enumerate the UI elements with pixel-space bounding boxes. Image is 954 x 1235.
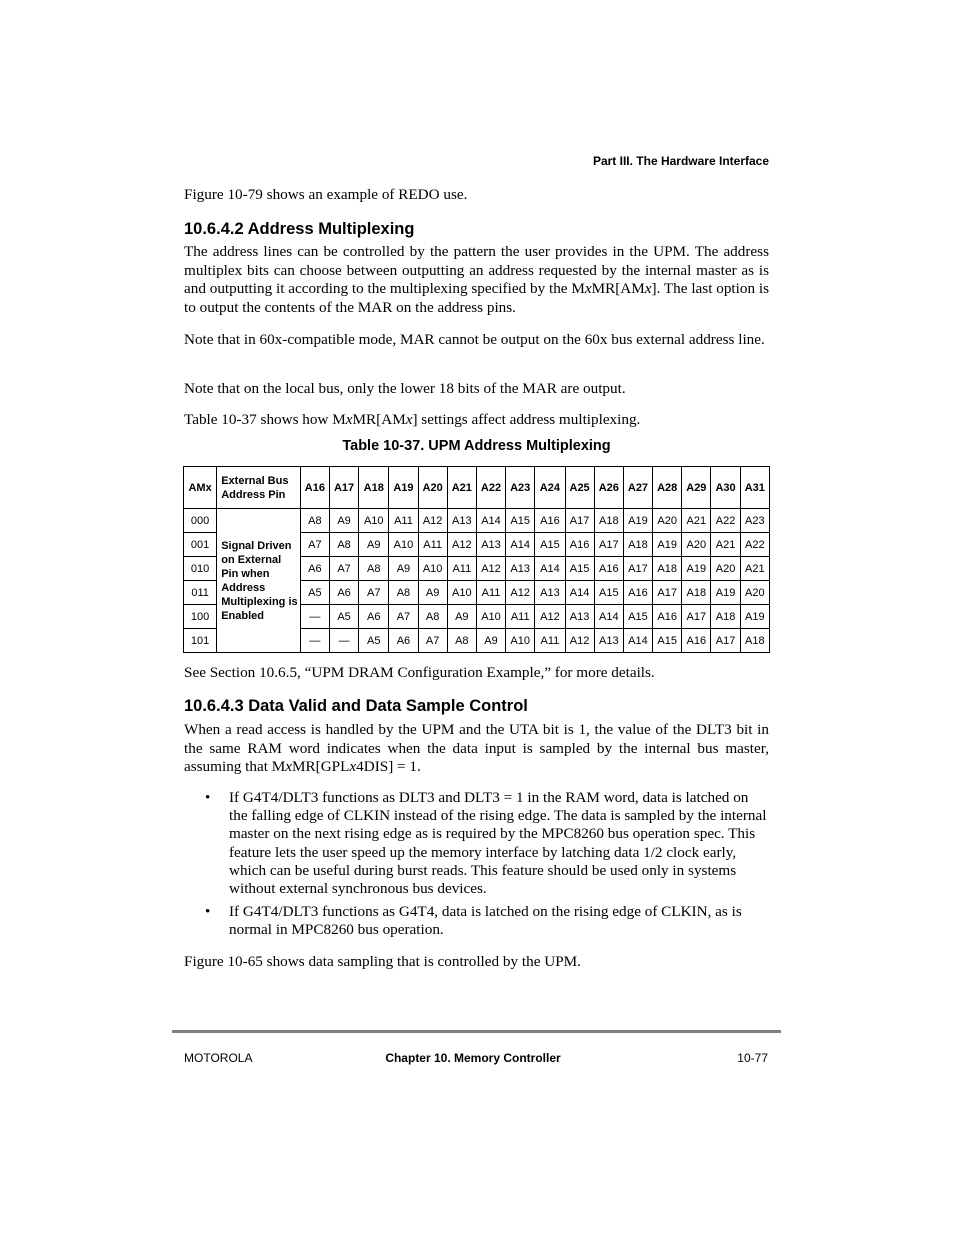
table-cell: A21: [682, 509, 711, 533]
column-header-a26: A26: [594, 467, 623, 509]
table-cell: A17: [623, 557, 652, 581]
column-header-amx: AMx: [184, 467, 217, 509]
table-cell: A15: [653, 629, 682, 653]
section-heading-data-valid: 10.6.4.3 Data Valid and Data Sample Control: [184, 697, 528, 715]
table-cell: A6: [389, 629, 418, 653]
table-cell: A7: [389, 605, 418, 629]
column-header-a25: A25: [565, 467, 594, 509]
footer-rule: [172, 1030, 781, 1033]
footer-page-number: 10-77: [737, 1051, 768, 1065]
table-cell: A14: [535, 557, 565, 581]
table-cell: A10: [418, 557, 447, 581]
table-cell: A15: [535, 533, 565, 557]
table-cell: A21: [740, 557, 769, 581]
table-cell: A8: [389, 581, 418, 605]
table-cell: —: [300, 629, 329, 653]
table-cell: A7: [300, 533, 329, 557]
table-cell: A8: [447, 629, 476, 653]
column-header-a18: A18: [359, 467, 389, 509]
table-cell: A12: [418, 509, 447, 533]
table-cell: A14: [594, 605, 623, 629]
table-cell: A16: [594, 557, 623, 581]
table-cell: A14: [476, 509, 505, 533]
running-header: Part III. The Hardware Interface: [592, 154, 769, 168]
table-cell: A19: [623, 509, 652, 533]
table-cell: A15: [594, 581, 623, 605]
amx-cell: 010: [184, 557, 217, 581]
table-cell: A7: [359, 581, 389, 605]
see-section-note: See Section 10.6.5, “UPM DRAM Configuration Example,” for more details.: [184, 664, 655, 681]
amx-cell: 011: [184, 581, 217, 605]
table-cell: A13: [565, 605, 594, 629]
table-cell: A18: [623, 533, 652, 557]
footer-chapter: Chapter 10. Memory Controller: [385, 1051, 561, 1065]
table-cell: A14: [565, 581, 594, 605]
table-cell: A12: [565, 629, 594, 653]
table-cell: A19: [653, 533, 682, 557]
table-cell: A7: [418, 629, 447, 653]
table-cell: A10: [447, 581, 476, 605]
table-cell: A23: [740, 509, 769, 533]
table-cell: A9: [476, 629, 505, 653]
table-cell: A6: [359, 605, 389, 629]
paragraph-local-bus-note: Note that on the local bus, only the lower 18 bits of the MAR are output.: [184, 380, 626, 397]
column-header-a21: A21: [447, 467, 476, 509]
table-cell: A15: [565, 557, 594, 581]
table-cell: A16: [535, 509, 565, 533]
table-cell: A10: [389, 533, 418, 557]
table-cell: A5: [329, 605, 358, 629]
table-cell: A9: [359, 533, 389, 557]
table-cell: A18: [594, 509, 623, 533]
table-cell: A9: [329, 509, 358, 533]
amx-cell: 101: [184, 629, 217, 653]
table-cell: A16: [682, 629, 711, 653]
intro-line: Figure 10-79 shows an example of REDO use.: [184, 186, 468, 203]
footer-company: MOTOROLA: [184, 1051, 253, 1065]
table-cell: A18: [740, 629, 769, 653]
table-cell: —: [300, 605, 329, 629]
table-cell: A9: [418, 581, 447, 605]
table-cell: A14: [506, 533, 535, 557]
table-cell: A10: [359, 509, 389, 533]
table-cell: A11: [506, 605, 535, 629]
table-cell: A5: [300, 581, 329, 605]
table-cell: A11: [389, 509, 418, 533]
table-cell: A12: [476, 557, 505, 581]
table-cell: A17: [682, 605, 711, 629]
column-header-a20: A20: [418, 467, 447, 509]
table-cell: A8: [300, 509, 329, 533]
table-cell: A16: [565, 533, 594, 557]
bullet-item-dlt3: • If G4T4/DLT3 functions as DLT3 and DLT3 = 1 in the RAM word, data is latched on the falling edge of CLKIN instead of the rising edge. The data is sampled by the internal master on the next rising edge as is required by the MPC8260 bus operation spec. This feature lets the user speed up the memory interface by latching data 1/2 clock early, which can be useful during burst reads. This feature should be used only in systems without external synchronous bus devices.: [205, 789, 767, 898]
column-header-a27: A27: [623, 467, 652, 509]
column-header-a22: A22: [476, 467, 505, 509]
table-cell: —: [329, 629, 358, 653]
table-cell: A18: [653, 557, 682, 581]
column-header-a29: A29: [682, 467, 711, 509]
table-cell: A12: [506, 581, 535, 605]
upm-address-multiplexing-table: [183, 466, 770, 653]
table-cell: A20: [711, 557, 740, 581]
table-cell: A20: [653, 509, 682, 533]
table-cell: A22: [740, 533, 769, 557]
table-cell: A18: [711, 605, 740, 629]
table-header-row: [184, 467, 770, 509]
table-cell: A14: [623, 629, 652, 653]
table-cell: A15: [623, 605, 652, 629]
table-cell: A15: [506, 509, 535, 533]
section-heading-address-multiplexing: 10.6.4.2 Address Multiplexing: [184, 220, 415, 238]
column-header-pin: External Bus Address Pin: [217, 467, 301, 509]
column-header-a24: A24: [535, 467, 565, 509]
paragraph-data-valid: When a read access is handled by the UPM and the UTA bit is 1, the value of the DLT3 bit in the same RAM word indicates when the data input is sampled by the internal bus master, assuming that MxMR[GPLx4DIS] = 1.: [184, 721, 769, 776]
table-cell: A18: [682, 581, 711, 605]
table-cell: A10: [506, 629, 535, 653]
amx-cell: 100: [184, 605, 217, 629]
table-cell: A22: [711, 509, 740, 533]
table-cell: A11: [535, 629, 565, 653]
table-cell: A20: [740, 581, 769, 605]
table-cell: A19: [711, 581, 740, 605]
table-cell: A11: [476, 581, 505, 605]
table-cell: A12: [447, 533, 476, 557]
table-cell: A13: [506, 557, 535, 581]
column-header-a16: A16: [300, 467, 329, 509]
paragraph-address-lines: The address lines can be controlled by the pattern the user provides in the UPM. The address multiplex bits can choose between outputting an address requested by the internal master as is and outputting it according to the multiplexing specified by the MxMR[AMx]. The last option is to output the contents of the MAR on the address pins.: [184, 243, 769, 316]
table-caption: Table 10-37. UPM Address Multiplexing: [342, 438, 611, 454]
table-cell: A6: [300, 557, 329, 581]
bullet-item-g4t4: • If G4T4/DLT3 functions as G4T4, data is latched on the rising edge of CLKIN, as is normal in MPC8260 bus operation.: [205, 903, 742, 939]
table-cell: A12: [535, 605, 565, 629]
paragraph-table-intro: Table 10-37 shows how MxMR[AMx] settings affect address multiplexing.: [184, 411, 641, 428]
table-cell: A16: [623, 581, 652, 605]
table-cell: A13: [447, 509, 476, 533]
table-cell: A20: [682, 533, 711, 557]
table-cell: A13: [535, 581, 565, 605]
bullet-list: [184, 789, 769, 945]
paragraph-60x-note: Note that in 60x-compatible mode, MAR cannot be output on the 60x bus external address line.: [184, 331, 765, 348]
table-cell: A21: [711, 533, 740, 557]
closing-line: Figure 10-65 shows data sampling that is controlled by the UPM.: [184, 953, 581, 970]
table-cell: A6: [329, 581, 358, 605]
amx-cell: 001: [184, 533, 217, 557]
table-cell: A11: [447, 557, 476, 581]
table-row: [184, 509, 770, 533]
table-cell: A7: [329, 557, 358, 581]
table-cell: A8: [329, 533, 358, 557]
table-cell: A17: [711, 629, 740, 653]
bullet-dot-icon: •: [205, 903, 211, 921]
table-cell: A19: [682, 557, 711, 581]
table-cell: A9: [389, 557, 418, 581]
column-header-a23: A23: [506, 467, 535, 509]
table-cell: A17: [594, 533, 623, 557]
column-header-a28: A28: [653, 467, 682, 509]
column-header-a31: A31: [740, 467, 769, 509]
table-cell: A11: [418, 533, 447, 557]
bullet-dot-icon: •: [205, 789, 211, 806]
column-header-a30: A30: [711, 467, 740, 509]
table-cell: A8: [418, 605, 447, 629]
column-header-a19: A19: [389, 467, 418, 509]
table-cell: A17: [653, 581, 682, 605]
table-cell: A10: [476, 605, 505, 629]
table-cell: A5: [359, 629, 389, 653]
table-cell: A17: [565, 509, 594, 533]
table-cell: A16: [653, 605, 682, 629]
table-cell: A8: [359, 557, 389, 581]
table-cell: A19: [740, 605, 769, 629]
pin-note-cell: Signal Driven on External Pin when Address Multiplexing is Enabled: [217, 509, 301, 653]
table-cell: A13: [594, 629, 623, 653]
column-header-a17: A17: [329, 467, 358, 509]
table-cell: A9: [447, 605, 476, 629]
table-cell: A13: [476, 533, 505, 557]
amx-cell: 000: [184, 509, 217, 533]
